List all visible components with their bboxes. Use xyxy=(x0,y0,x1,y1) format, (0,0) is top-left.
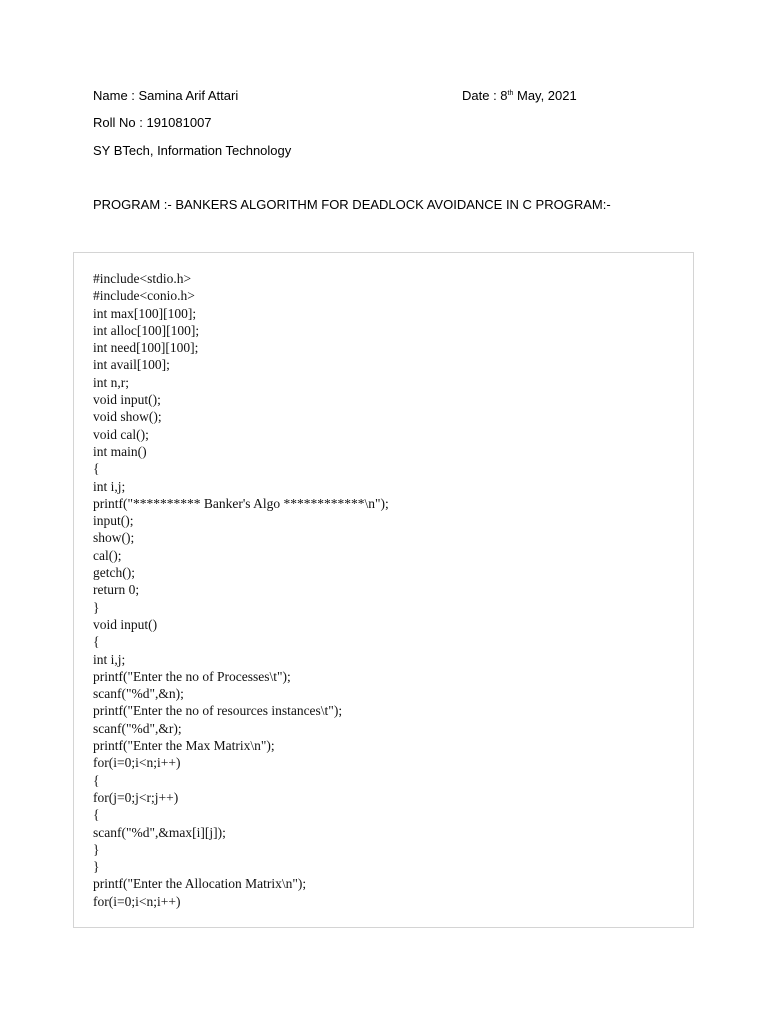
code-line: { xyxy=(93,807,100,823)
code-line: void cal(); xyxy=(93,426,149,442)
code-line: printf("********** Banker's Algo ************\n"); xyxy=(93,495,389,511)
code-line: } xyxy=(93,841,100,857)
code-line: { xyxy=(93,461,100,477)
code-line: getch(); xyxy=(93,565,135,581)
roll-number: Roll No : 191081007 xyxy=(93,115,212,130)
class-info: SY BTech, Information Technology xyxy=(93,143,292,158)
code-line: int main() xyxy=(93,443,147,459)
code-line: #include<stdio.h> xyxy=(93,271,192,286)
code-line: int avail[100]; xyxy=(93,357,170,373)
code-line: { xyxy=(93,772,100,788)
code-line: void input() xyxy=(93,616,158,632)
code-line: printf("Enter the Allocation Matrix\n"); xyxy=(93,876,307,892)
date-suffix: May, 2021 xyxy=(513,88,577,103)
code-line: scanf("%d",&r); xyxy=(93,720,182,736)
code-line: int alloc[100][100]; xyxy=(93,322,200,338)
code-line: #include<conio.h> xyxy=(93,288,195,304)
code-line: void input(); xyxy=(93,392,161,408)
code-line: } xyxy=(93,599,100,615)
code-line: for(i=0;i<n;i++) xyxy=(93,893,181,909)
code-line: int n,r; xyxy=(93,374,129,390)
program-title: PROGRAM :- BANKERS ALGORITHM FOR DEADLOCK AVOIDANCE IN C PROGRAM:- xyxy=(93,197,611,212)
code-line: printf("Enter the no of Processes\t"); xyxy=(93,668,291,684)
code-line: int need[100][100]; xyxy=(93,340,199,356)
code-block xyxy=(73,252,694,928)
date-prefix: Date : 8 xyxy=(462,88,508,103)
code-line: input(); xyxy=(93,513,134,529)
code-line: scanf("%d",&max[i][j]); xyxy=(93,824,226,840)
code-line: void show(); xyxy=(93,409,162,425)
code-line: show(); xyxy=(93,530,135,546)
date-superscript: th xyxy=(507,90,514,97)
code-line: printf("Enter the no of resources instances\t"); xyxy=(93,703,343,719)
code-line: int i,j; xyxy=(93,478,126,494)
code-lines xyxy=(93,270,389,910)
student-name: Name : Samina Arif Attari xyxy=(93,88,239,103)
code-line: cal(); xyxy=(93,547,122,563)
code-line: for(i=0;i<n;i++) xyxy=(93,755,181,771)
code-line: int max[100][100]; xyxy=(93,305,197,321)
code-line: { xyxy=(93,634,100,650)
submission-date xyxy=(462,88,577,104)
code-line: scanf("%d",&n); xyxy=(93,686,184,702)
code-line: } xyxy=(93,859,100,875)
code-line: return 0; xyxy=(93,582,140,598)
code-line: printf("Enter the Max Matrix\n"); xyxy=(93,738,275,754)
code-line: int i,j; xyxy=(93,651,126,667)
code-line: for(j=0;j<r;j++) xyxy=(93,789,179,805)
